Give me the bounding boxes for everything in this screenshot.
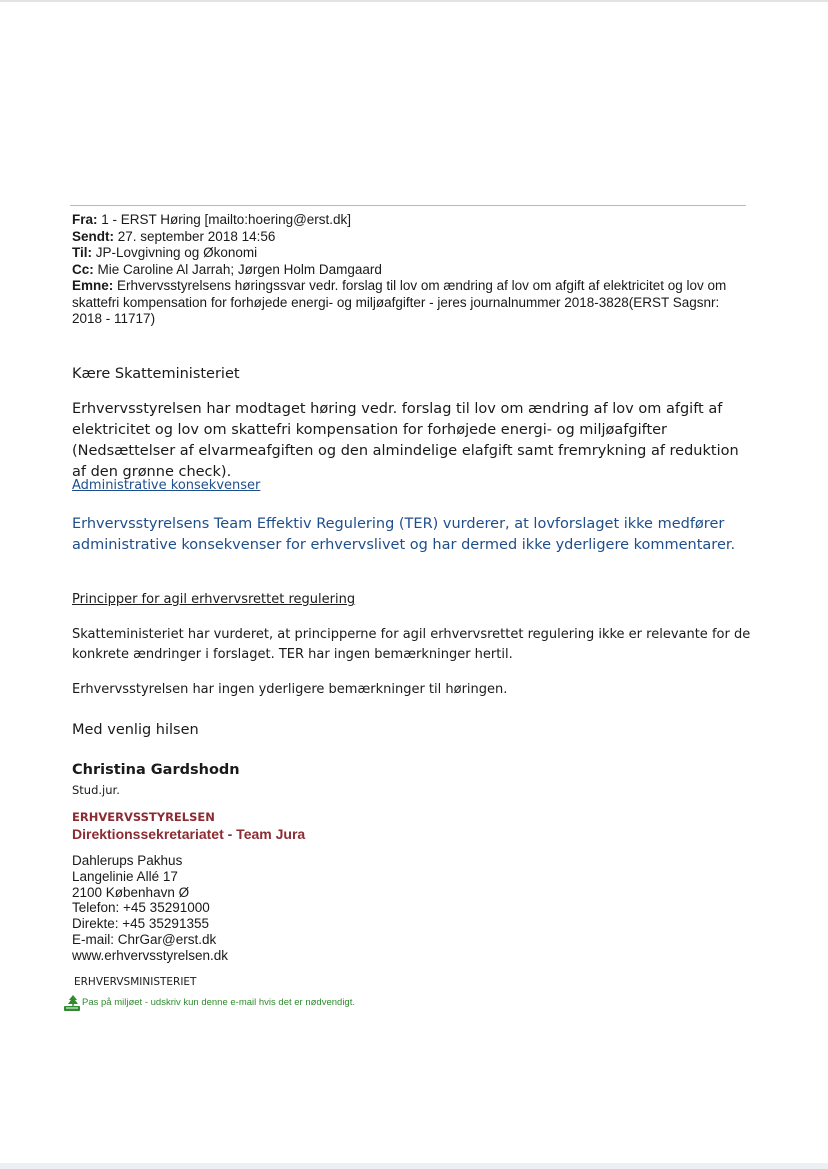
sent-row <box>72 229 744 246</box>
phone-line: Telefon: +45 35291000 <box>72 900 210 916</box>
direct-phone-line: Direkte: +45 35291355 <box>72 916 209 932</box>
to-row <box>72 245 744 262</box>
closing-note: Erhvervsstyrelsen har ingen yderligere bemærkninger til høringen. <box>72 682 508 697</box>
to-value: JP-Lovgivning og Økonomi <box>92 245 258 260</box>
header-separator <box>70 205 746 206</box>
scan-top-edge <box>0 0 828 2</box>
email-line: E-mail: ChrGar@erst.dk <box>72 931 217 947</box>
subject-row <box>72 278 744 328</box>
website-line: www.erhvervsstyrelsen.dk <box>72 947 229 963</box>
printer-tree-icon <box>62 994 82 1012</box>
sent-label: Sendt: <box>72 228 114 244</box>
address-line: 2100 København Ø <box>72 884 190 900</box>
subject-label: Emne: <box>72 278 114 293</box>
from-label: Fra: <box>72 212 98 227</box>
address-line: Langelinie Allé 17 <box>72 868 178 884</box>
section-heading-principles: Principper for agil erhvervsrettet regulering <box>72 592 356 607</box>
regards: Med venlig hilsen <box>72 722 199 738</box>
organization-name: ERHVERVSSTYRELSEN <box>72 810 215 824</box>
address-line: Dahlerups Pakhus <box>72 853 183 868</box>
intro-paragraph: Erhvervsstyrelsen har modtaget høring vedr. forslag til lov om ændring af lov om afgift af elektricitet og lov om skattefri kompensation for forhøjede energi- og miljøafgifter (Nedsættelser af elvarmeafgiften og den almindelige elafgift samt fremrykning af reduktion af den grønne check). <box>72 401 739 480</box>
to-label: Til: <box>72 245 92 260</box>
cc-value: Mie Caroline Al Jarrah; Jørgen Holm Damgaard <box>93 261 382 277</box>
scan-bottom-edge <box>0 1163 828 1169</box>
eco-notice-text: Pas på miljøet - udskriv kun denne e-mail hvis det er nødvendigt. <box>82 997 355 1008</box>
from-value: 1 - ERST Høring [mailto:hoering@erst.dk] <box>97 212 352 227</box>
email-header <box>72 212 744 328</box>
cc-row <box>72 262 744 279</box>
from-row <box>72 212 744 229</box>
greeting: Kære Skatteministeriet <box>72 366 240 382</box>
signer-name: Christina Gardshodn <box>72 762 240 778</box>
cc-label: Cc: <box>72 261 94 277</box>
subject-value: Erhvervsstyrelsens høringssvar vedr. forslag til lov om ændring af lov om afgift af elektricitet og lov om skattefri kompensation for forhøjede energi- og miljøafgifter - jeres journalnummer 2018-3828(ERST Sagsnr: 2018 - 11717) <box>72 278 727 326</box>
ministry-name: ERHVERVSMINISTERIET <box>74 976 197 988</box>
address-block <box>72 853 228 964</box>
department-name: Direktionssekretariatet - Team Jura <box>72 826 306 842</box>
section-text-administrative: Erhvervsstyrelsens Team Effektiv Regulering (TER) vurderer, at lovforslaget ikke medfører administrative konsekvenser for erhvervslivet og har dermed ikke yderligere kommentarer. <box>72 516 736 553</box>
section-text-principles: Skatteministeriet har vurderet, at principperne for agil erhvervsrettet regulering ikke er relevante for de konkrete ændringer i forslaget. TER har ingen bemærkninger hertil. <box>72 627 751 662</box>
signer-title: Stud.jur. <box>72 783 120 797</box>
sent-value: 27. september 2018 14:56 <box>114 228 276 244</box>
section-heading-administrative: Administrative konsekvenser <box>72 478 261 493</box>
